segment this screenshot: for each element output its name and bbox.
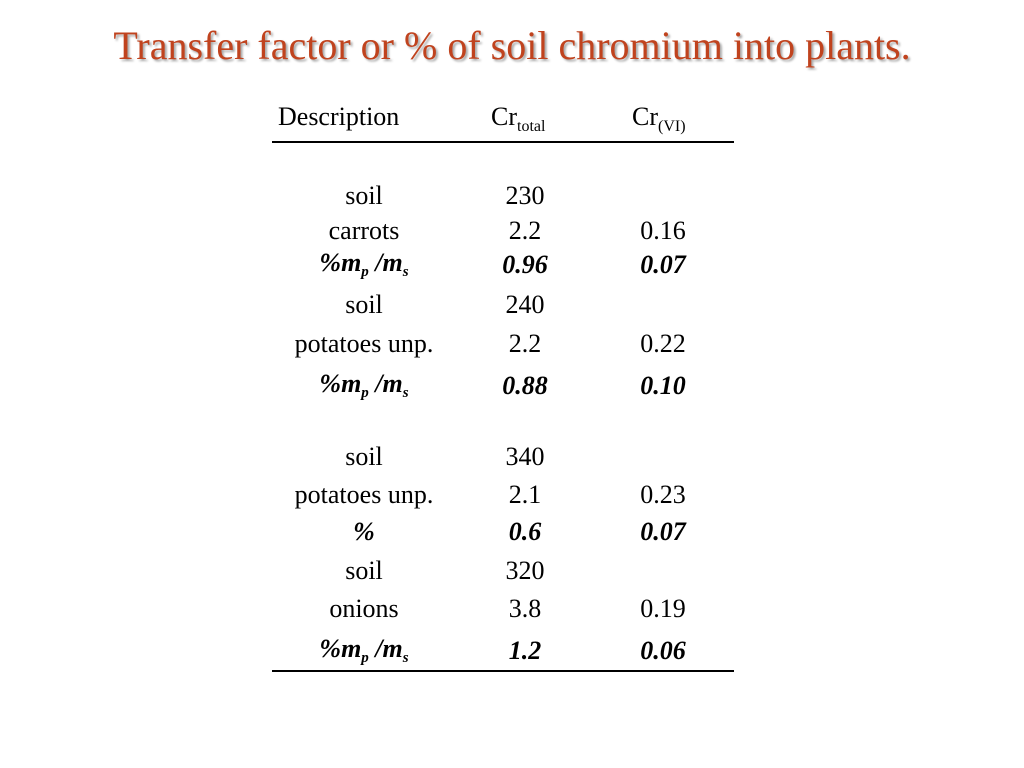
row-cr-total: 0.96: [502, 250, 548, 279]
row-description: [319, 371, 408, 401]
ratio-subscript-p: p: [361, 650, 369, 666]
row-cr-total: 340: [505, 442, 545, 471]
ratio-subscript-s: s: [402, 650, 409, 666]
row-description: carrots: [328, 216, 400, 245]
row-cr-vi: 0.07: [640, 517, 686, 546]
row-cr-total: 3.8: [508, 594, 542, 623]
ratio-denominator: /m: [368, 248, 403, 277]
ratio-numerator: %m: [319, 369, 362, 398]
ratio-numerator: %m: [319, 248, 362, 277]
header-cr-vi-sub: (VI): [658, 118, 686, 135]
row-description: potatoes unp.: [294, 329, 434, 358]
row-cr-total: 0.6: [508, 517, 542, 546]
row-cr-total: 2.2: [508, 329, 542, 358]
row-cr-total: 230: [505, 181, 545, 210]
ratio-denominator: /m: [368, 634, 403, 663]
header-cr-total: [491, 102, 545, 136]
row-description: soil: [345, 442, 383, 471]
bottom-rule: [272, 670, 734, 672]
header-cr-vi-base: Cr: [632, 102, 658, 131]
ratio-subscript-s: s: [402, 264, 409, 280]
row-cr-total: 1.2: [508, 636, 542, 665]
ratio-subscript-s: s: [402, 385, 409, 401]
row-description: [319, 636, 408, 666]
row-cr-total: 320: [505, 556, 545, 585]
row-cr-total: 240: [505, 290, 545, 319]
row-description: soil: [345, 290, 383, 319]
row-cr-vi: 0.19: [640, 594, 686, 623]
row-cr-total: 2.1: [508, 480, 542, 509]
ratio-denominator: /m: [368, 369, 403, 398]
header-description: Description: [278, 102, 400, 131]
ratio-subscript-p: p: [361, 385, 369, 401]
header-cr-total-sub: total: [517, 118, 546, 135]
row-cr-vi: 0.22: [640, 329, 686, 358]
row-description: %: [353, 517, 375, 546]
slide-title: Transfer factor or % of soil chromium into plants.: [113, 23, 911, 68]
row-description: [319, 250, 408, 280]
row-cr-total: 0.88: [502, 371, 548, 400]
row-cr-vi: 0.06: [640, 636, 686, 665]
row-cr-total: 2.2: [508, 216, 542, 245]
row-cr-vi: 0.10: [640, 371, 686, 400]
row-cr-vi: 0.23: [640, 480, 686, 509]
ratio-subscript-p: p: [361, 264, 369, 280]
row-description: soil: [345, 181, 383, 210]
row-cr-vi: 0.16: [640, 216, 686, 245]
row-description: soil: [345, 556, 383, 585]
header-cr-total-base: Cr: [491, 102, 517, 131]
row-cr-vi: 0.07: [640, 250, 686, 279]
header-rule: [272, 141, 734, 143]
row-description: onions: [329, 594, 399, 623]
row-description: potatoes unp.: [294, 480, 434, 509]
header-cr-vi: [632, 102, 686, 136]
ratio-numerator: %m: [319, 634, 362, 663]
